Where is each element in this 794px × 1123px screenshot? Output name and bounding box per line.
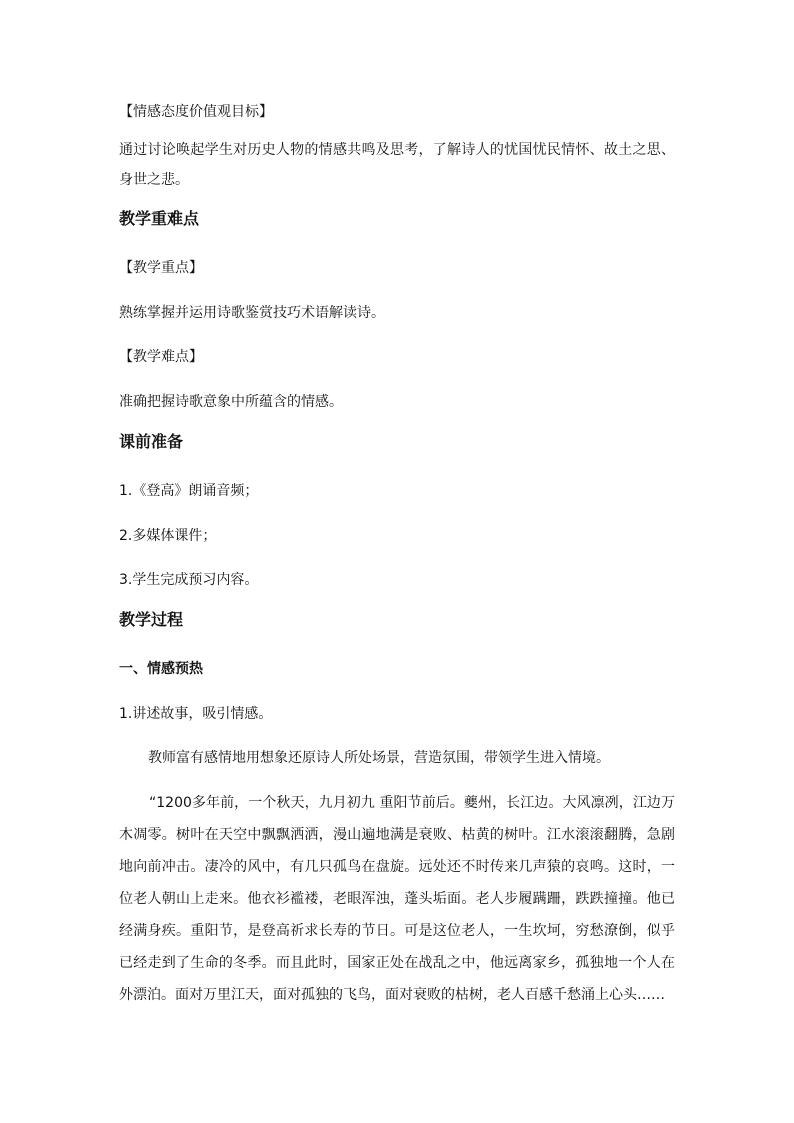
step-label: 1.讲述故事，吸引情感。 — [119, 706, 273, 722]
key-point-label: 【教学重点】 — [119, 260, 203, 276]
difficult-point-label: 【教学难点】 — [119, 349, 203, 365]
emotion-goal-text: 通过讨论唤起学生对历史人物的情感共鸣及思考，了解诗人的忧国忧民情怀、故土之思、身世之悲。 — [119, 142, 675, 188]
prep-item: 3.学生完成预习内容。 — [119, 572, 259, 588]
key-point-text: 熟练掌握并运用诗歌鉴赏技巧术语解读诗。 — [119, 305, 385, 321]
emotion-goal-label: 【情感态度价值观目标】 — [119, 104, 273, 120]
process-heading: 教学过程 — [119, 610, 184, 629]
prep-item: 1.《登高》朗诵音频； — [119, 483, 259, 499]
section-heading: 一、情感预热 — [119, 661, 203, 677]
prep-item: 2.多媒体课件； — [119, 528, 217, 544]
story-paragraph: “1200多年前，一个秋天，九月初九 重阳节前后。夔州，长江边。大风凛冽，江边万木凋零。树叶在天空中飘飘洒洒，漫山遍地满是衰败、枯黄的树叶。江水滚滚翻腾，急剧地向前冲击。凄冷的风中，有几只孤鸟在盘旋。远处还不时传来几声猿的哀鸣。这时，一位老人朝山上走来。他衣衫褴褛，老眼浑浊，蓬头垢面。老人步履蹒跚，跌跌撞撞。他已经满身疾。重阳节，是登高祈求长寿的节日。可是这位老人，一生坎坷，穷愁潦倒，似乎已经走到了生命的冬季。而且此时，国家正处在战乱之中，他远离家乡，孤独地一个人在外漂泊。面对万里江天，面对孤独的飞鸟，面对衰败的枯树，老人百感千愁涌上心头…… — [119, 795, 675, 1003]
prep-heading: 课前准备 — [119, 432, 184, 451]
teacher-intro: 教师富有感情地用想象还原诗人所处场景，营造氛围，带领学生进入情境。 — [148, 750, 610, 766]
key-difficult-heading: 教学重难点 — [119, 209, 200, 228]
difficult-point-text: 准确把握诗歌意象中所蕴含的情感。 — [119, 394, 343, 410]
